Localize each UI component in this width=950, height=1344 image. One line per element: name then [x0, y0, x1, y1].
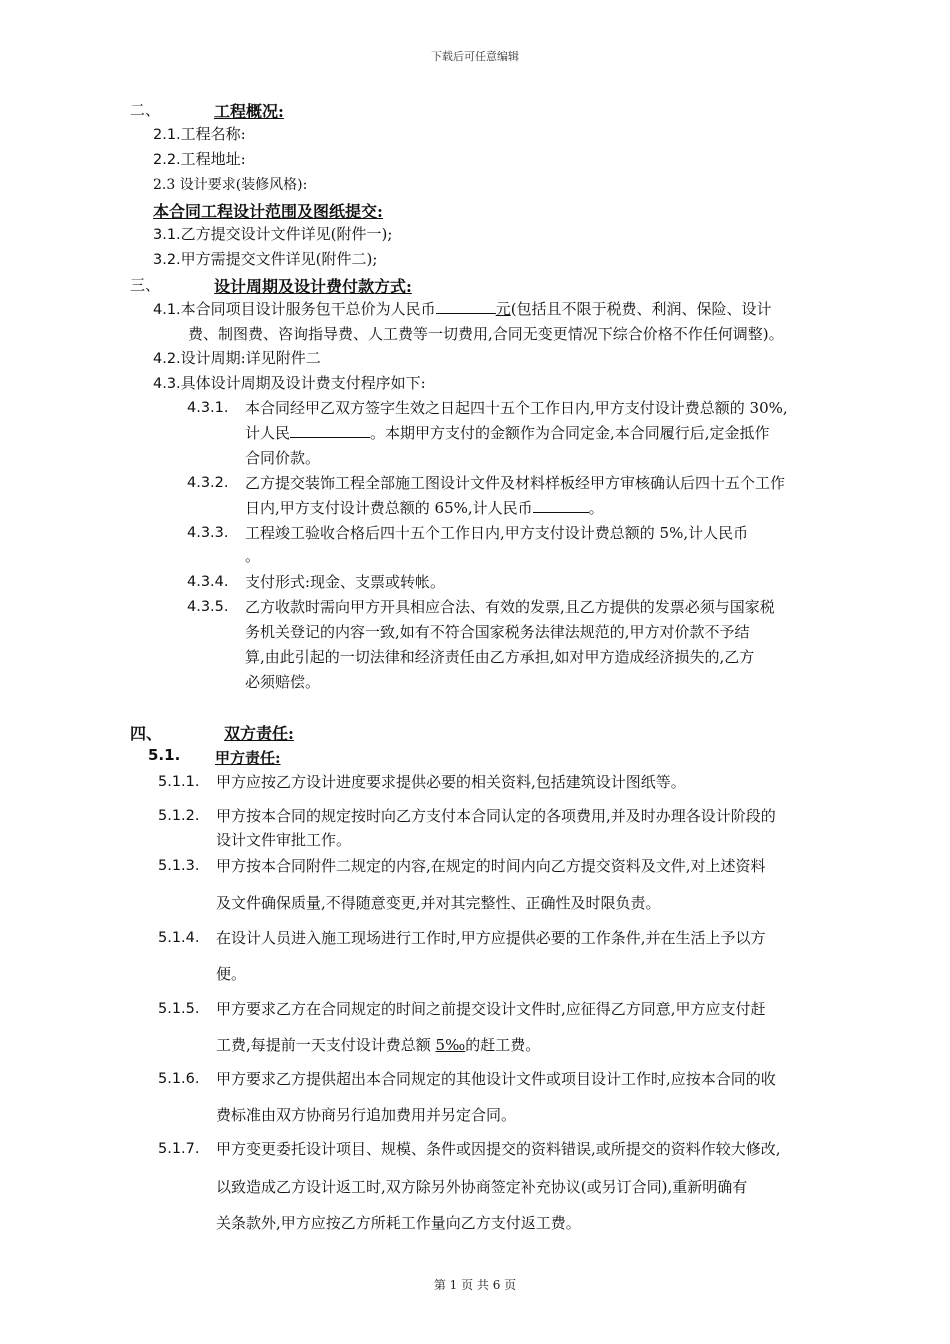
clause-number: 5.1.1. [158, 774, 200, 790]
clause-text: 本合同经甲乙双方签字生效之日起四十五个工作日内,甲方支付设计费总额的 30%, [245, 399, 788, 417]
clause-text: 便。 [216, 965, 247, 983]
clause-item [153, 124, 246, 145]
clause-number: 5.1.6. [158, 1071, 200, 1087]
clause-text: 甲方需提交文件详见(附件二); [180, 250, 378, 268]
clause-text: 工费,每提前一天支付设计费总额 [216, 1036, 436, 1054]
clause-text: 工程竣工验收合格后四十五个工作日内,甲方支付设计费总额的 5%,计人民币 [245, 524, 749, 542]
clause-number: 3.1. [153, 227, 181, 243]
page-footer: 第 1 页 共 6 页 [433, 1278, 517, 1292]
clause-number: 5.1.7. [158, 1141, 200, 1157]
clause-text: 工程名称: [180, 125, 246, 143]
blank-amount [436, 299, 496, 314]
clause-number: 4.2. [153, 351, 181, 367]
clause-text: 甲方按本合同的规定按时向乙方支付本合同认定的各项费用,并及时办理各设计阶段的 [216, 807, 776, 825]
section-title: 设计周期及设计费付款方式: [214, 277, 412, 296]
clause-item [153, 299, 772, 320]
unit-text: 元 [495, 300, 511, 318]
clause-text: 。本期甲方支付的金额作为合同定金,本合同履行后,定金抵作 [370, 424, 770, 442]
clause-item [153, 149, 246, 170]
clause-item [153, 224, 392, 245]
clause-item [153, 348, 321, 369]
clause-text: 乙方收款时需向甲方开具相应合法、有效的发票,且乙方提供的发票必须与国家税 [245, 598, 775, 616]
clause-number: 5.1.4. [158, 930, 200, 946]
clause-text: 具体设计周期及设计费支付程序如下: [180, 374, 426, 392]
clause-text: 。 [588, 499, 604, 517]
clause-number: 4.3.2. [187, 475, 229, 491]
clause-item [153, 373, 426, 394]
clause-text: 日内,甲方支付设计费总额的 65%,计人民币 [245, 499, 533, 517]
blank-amount [533, 498, 589, 513]
section-number: 四、 [130, 724, 163, 743]
clause-text: 支付形式:现金、支票或转帐。 [245, 573, 446, 591]
subsection-title: 甲方责任: [215, 749, 281, 767]
clause-number: 5.1.5. [158, 1001, 200, 1017]
clause-text: 务机关登记的内容一致,如有不符合国家税务法律法规范的,甲方对价款不予结 [245, 623, 750, 641]
clause-text: 甲方按本合同附件二规定的内容,在规定的时间内向乙方提交资料及文件,对上述资料 [216, 857, 766, 875]
clause-text: 费、制图费、咨询指导费、人工费等一切费用,合同无变更情况下综合价格不作任何调整)。 [188, 325, 784, 343]
section-title: 本合同工程设计范围及图纸提交: [153, 202, 383, 221]
section-title: 双方责任: [224, 724, 294, 743]
clause-text: 工程地址: [180, 150, 246, 168]
page-header: 下载后可任意编辑 [431, 50, 519, 63]
blank-amount [290, 423, 370, 438]
clause-text: 乙方提交设计文件详见(附件一); [180, 225, 393, 243]
clause-text: 设计周期:详见附件二 [180, 349, 321, 367]
clause-number: 2.1. [153, 127, 181, 143]
clause-number: 4.3. [153, 376, 181, 392]
clause-text: 甲方变更委托设计项目、规模、条件或因提交的资料错误,或所提交的资料作较大修改, [216, 1140, 781, 1158]
clause-text: 及文件确保质量,不得随意变更,并对其完整性、正确性及时限负责。 [216, 894, 661, 912]
clause-text: 设计文件审批工作。 [216, 831, 352, 849]
clause-number: 3.2. [153, 252, 181, 268]
clause-text: 以致造成乙方设计返工时,双方除另外协商签定补充协议(或另订合同),重新明确有 [216, 1178, 748, 1196]
clause-text-line [245, 423, 770, 443]
subsection-number: 5.1. [148, 746, 181, 764]
clause-text: 必须赔偿。 [245, 673, 321, 691]
clause-text: 算,由此引起的一切法律和经济责任由乙方承担,如对甲方造成经济损失的,乙方 [245, 648, 755, 666]
clause-text: 本合同项目设计服务包干总价为人民币 [180, 300, 436, 318]
clause-text: 的赶工费。 [465, 1036, 541, 1054]
clause-text: 。 [245, 547, 261, 565]
clause-number: 5.1.3. [158, 858, 200, 874]
clause-text: 甲方要求乙方提供超出本合同规定的其他设计文件或项目设计工作时,应按本合同的收 [216, 1070, 776, 1088]
clause-text: (包括且不限于税费、利润、保险、设计 [510, 300, 772, 318]
clause-text: 计人民 [245, 424, 291, 442]
clause-text: 甲方应按乙方设计进度要求提供必要的相关资料,包括建筑设计图纸等。 [216, 773, 686, 791]
clause-text-line [245, 498, 604, 518]
section-title: 工程概况: [214, 102, 284, 121]
clause-number: 2.2. [153, 152, 181, 168]
clause-number: 4.3.3. [187, 525, 229, 541]
section-number: 二、 [130, 101, 161, 119]
clause-item [153, 249, 377, 270]
rate-value: 5‰ [435, 1036, 466, 1054]
clause-number: 4.3.5. [187, 599, 229, 615]
section-number: 三、 [130, 276, 161, 294]
clause-number: 4.1. [153, 302, 181, 318]
clause-text: 关条款外,甲方应按乙方所耗工作量向乙方支付返工费。 [216, 1214, 581, 1232]
clause-number: 4.3.1. [187, 400, 229, 416]
clause-number: 4.3.4. [187, 574, 229, 590]
clause-text: 费标准由双方协商另行追加费用并另定合同。 [216, 1106, 517, 1124]
clause-text: 甲方要求乙方在合同规定的时间之前提交设计文件时,应征得乙方同意,甲方应支付赶 [216, 1000, 766, 1018]
clause-text: 乙方提交装饰工程全部施工图设计文件及材料样板经甲方审核确认后四十五个工作 [245, 474, 786, 492]
clause-text: 合同价款。 [245, 449, 321, 467]
clause-text: 在设计人员进入施工现场进行工作时,甲方应提供必要的工作条件,并在生活上予以方 [216, 929, 766, 947]
clause-text: 2.3 设计要求(装修风格): [153, 177, 308, 193]
clause-text-line [216, 1035, 540, 1055]
clause-number: 5.1.2. [158, 808, 200, 824]
